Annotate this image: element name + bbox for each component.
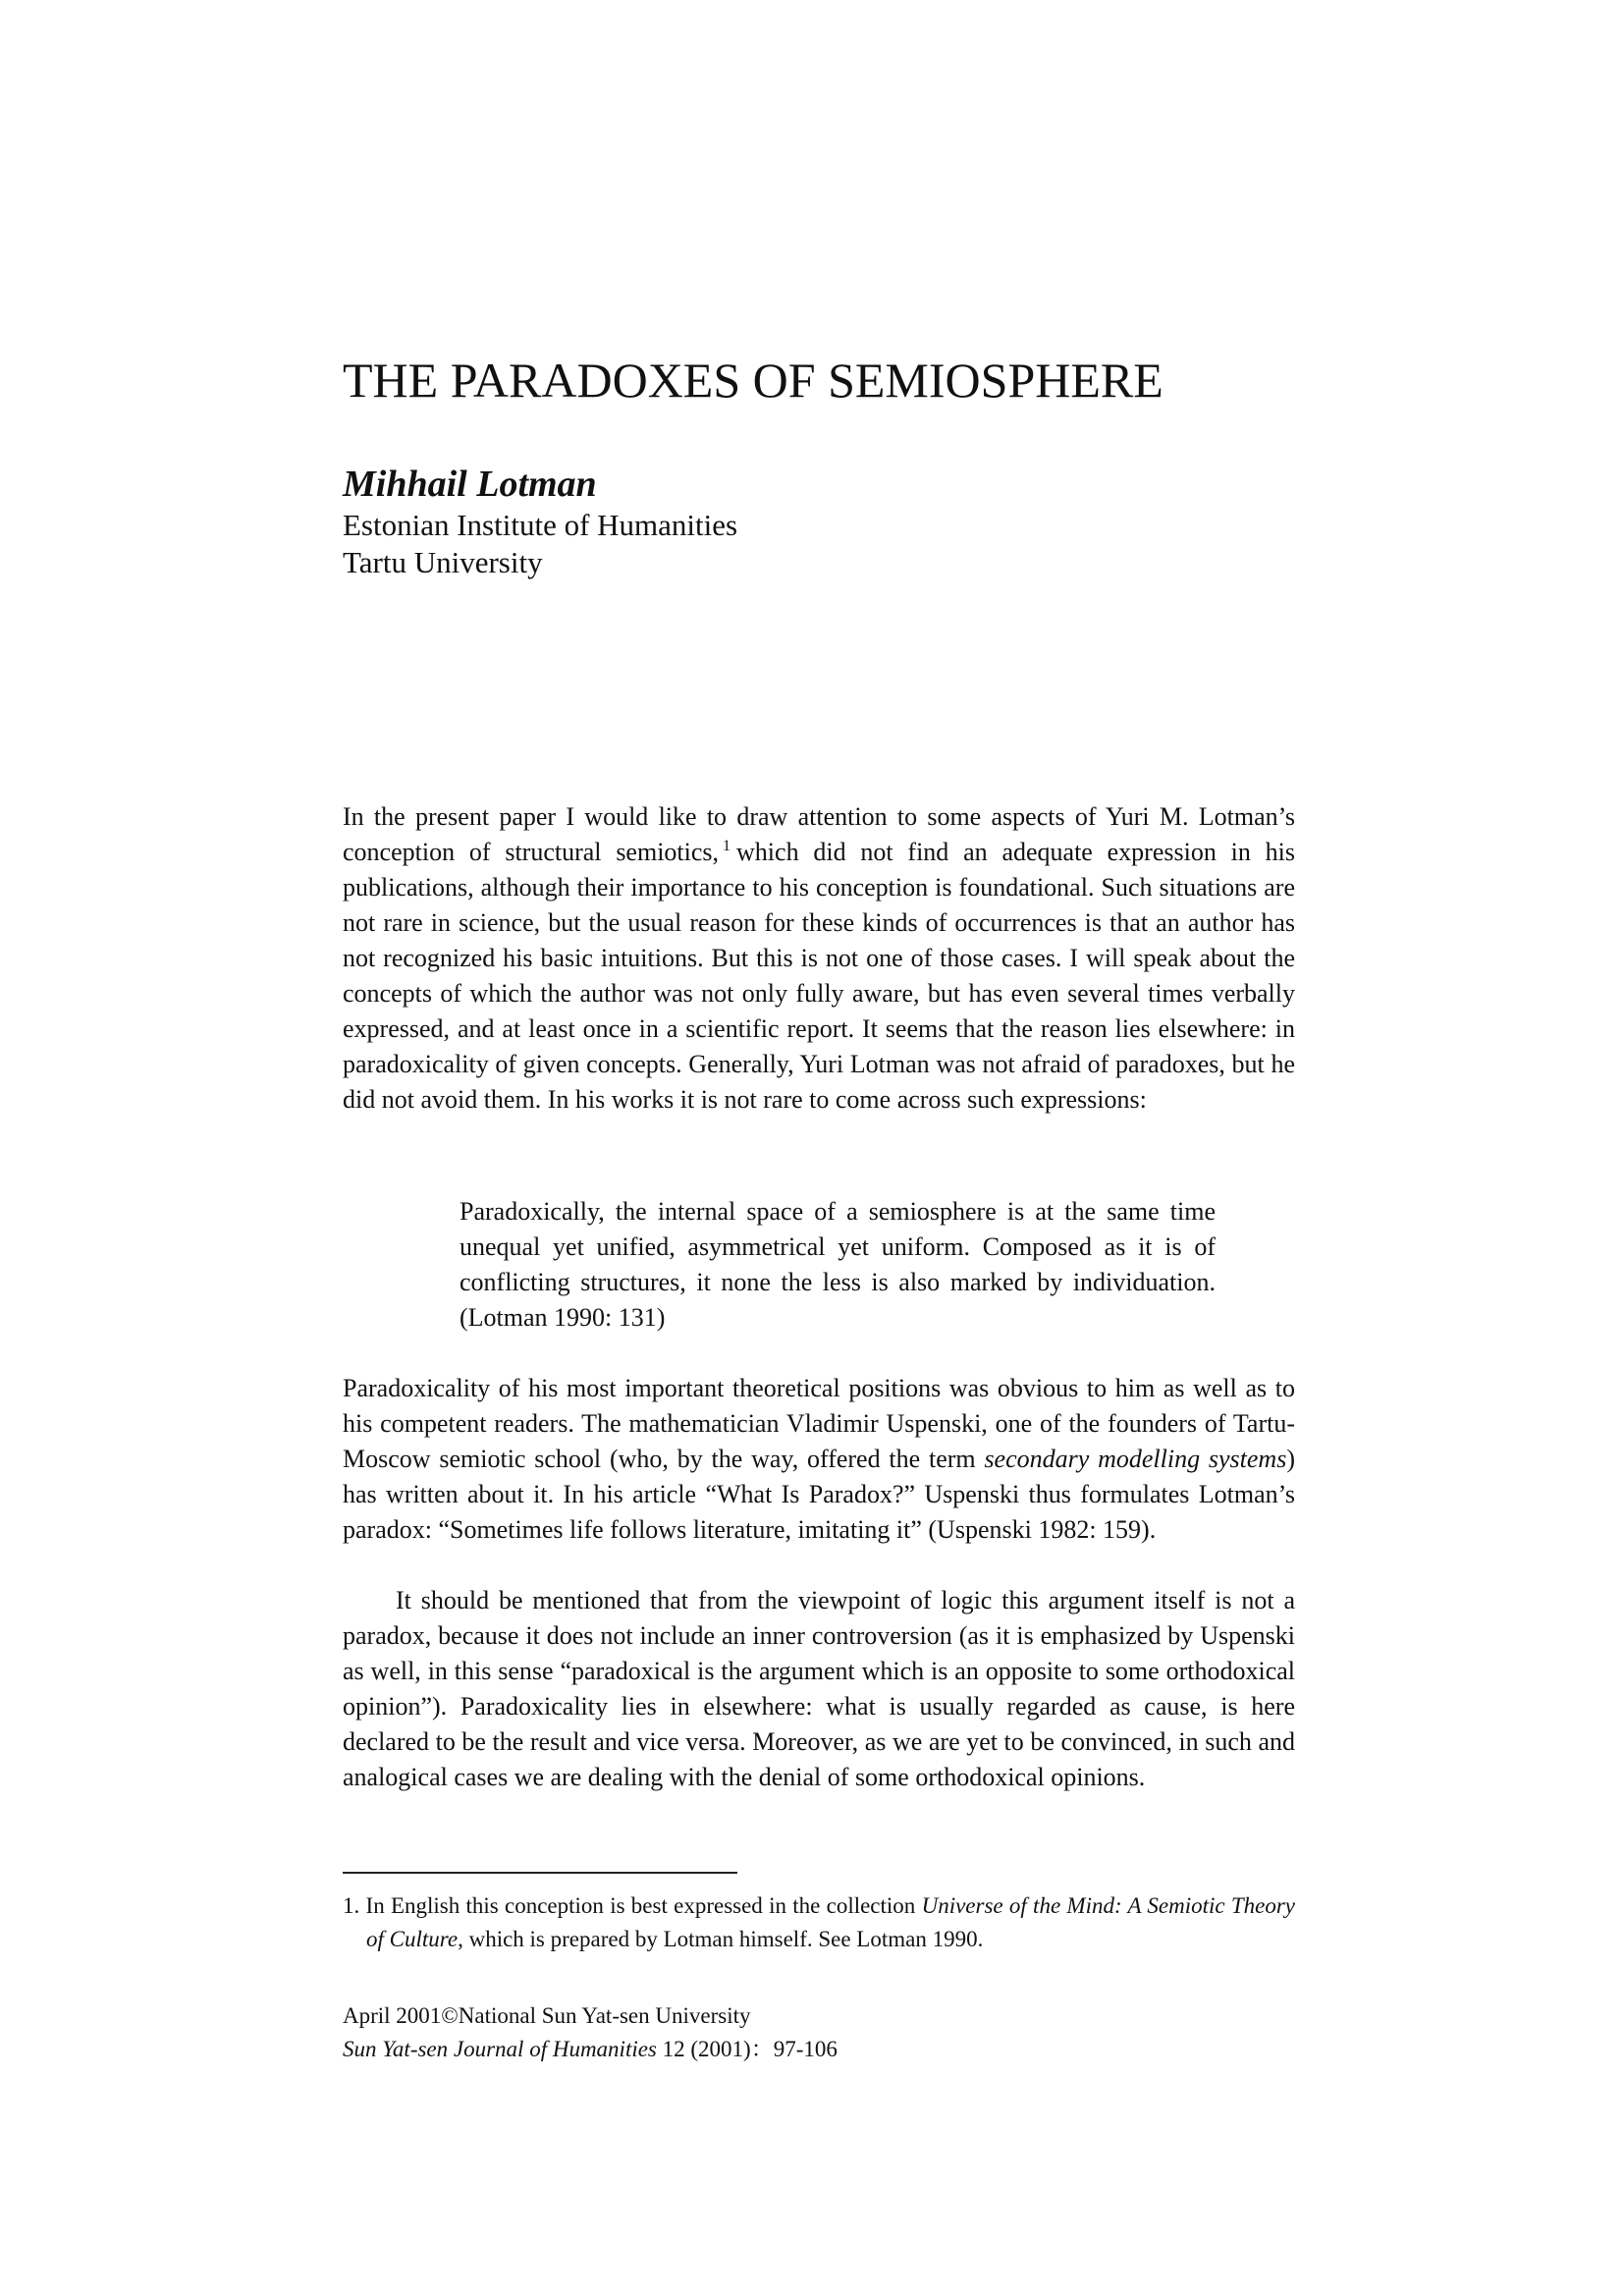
- paragraph-1-text-b: which did not find an adequate expression in his publications, although their importance to his conception is foundational. Such situations are not rare in science, but the usual reason for these kinds of occurrences is that an author has not recognized his basic intuitions. But this is not one of those cases. I will speak about the concepts of which the author was not only fully aware, but has even several times verbally expressed, and at least once in a scientific report. It seems that the reason lies elsewhere: in paradoxicality of given concepts. Generally, Yuri Lotman was not afraid of paradoxes, but he did not avoid them. In his works it is not rare to come across such expressions:: [343, 838, 1295, 1114]
- affiliation-university: Tartu University: [343, 545, 543, 579]
- imprint: [343, 1999, 838, 2066]
- footnote-1: [343, 1889, 1295, 1956]
- footnote-divider: [343, 1872, 737, 1874]
- journal-issue: 12 (2001)：97-106: [662, 2037, 838, 2061]
- paragraph-1-text-a: In the present paper I would like to draw attention to some aspects of Yuri M. Lotman’s conception of structural semiotics,: [343, 802, 1295, 866]
- footnote-text-a: In English this conception is best expressed in the collection: [365, 1893, 916, 1918]
- paragraph-2-italic-term: secondary modelling systems: [984, 1445, 1287, 1473]
- paragraph-2-text-b: ) has written about it. In his article “What Is Paradox?” Uspenski thus formulates Lotman’s paradox: “Sometimes life follows literature, imitating it” (Uspenski 1982: 159).: [343, 1445, 1296, 1544]
- body-paragraph-3: It should be mentioned that from the viewpoint of logic this argument itself is not a paradox, because it does not include an inner controversion (as it is emphasized by Uspenski as well, in this sense “paradoxical is the argument which is an opposite to some orthodoxical opinion”). Paradoxicality lies in elsewhere: what is usually regarded as cause, is here declared to be the result and vice versa. Moreover, as we are yet to be convinced, in such and analogical cases we are dealing with the denial of some orthodoxical opinions.: [343, 1586, 1295, 1791]
- footnote-number: 1.: [343, 1893, 360, 1918]
- author-block: [343, 462, 737, 581]
- block-quote: Paradoxically, the internal space of a semiosphere is at the same time unequal yet unified, asymmetrical yet uniform. Composed as it is of conflicting structures, it none the less is also marked by individuation. (Lotman 1990: 131): [460, 1197, 1216, 1332]
- imprint-copyright: April 2001©National Sun Yat-sen University: [343, 2003, 751, 2028]
- body-paragraph-2: [343, 1371, 1295, 1548]
- paper-title: THE PARADOXES OF SEMIOSPHERE: [343, 353, 1163, 408]
- footnote-text-b: , which is prepared by Lotman himself. See Lotman 1990.: [458, 1927, 984, 1951]
- author-name: Mihhail Lotman: [343, 464, 597, 505]
- footnote-marker: 1: [723, 838, 731, 855]
- footnote-italic-title: Universe of the Mind: A Semiotic Theory of Culture: [366, 1893, 1296, 1951]
- body-paragraph-1: [343, 799, 1295, 1118]
- imprint-journal-line: [343, 2033, 838, 2066]
- journal-name: Sun Yat-sen Journal of Humanities: [343, 2037, 657, 2061]
- paragraph-2-text-a: Paradoxicality of his most important theoretical positions was obvious to him as well as to his competent readers. The mathematician Vladimir Uspenski, one of the founders of Tartu-Moscow semiotic school (who, by the way, offered the term: [343, 1374, 1295, 1473]
- affiliation-institute: Estonian Institute of Humanities: [343, 508, 738, 542]
